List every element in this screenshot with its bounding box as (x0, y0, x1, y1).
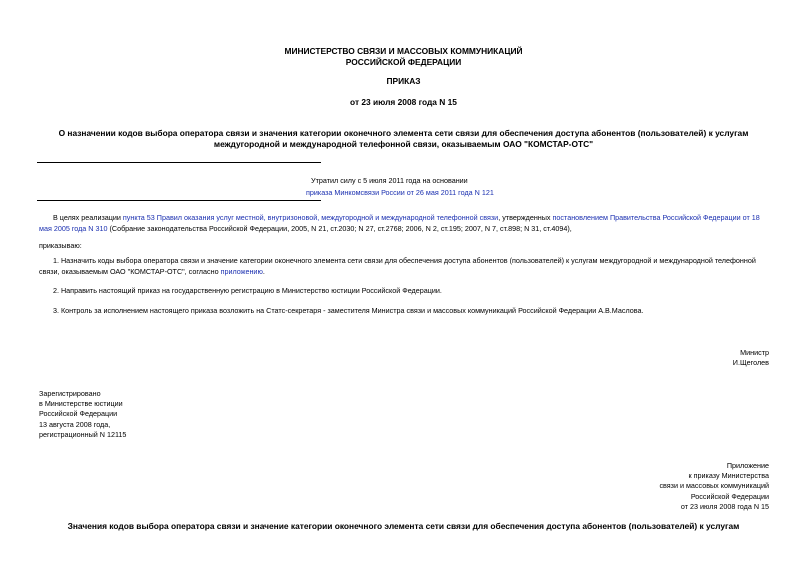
preamble-text-3: (Собрание законодательства Российской Федерации, 2005, N 21, ст.2030; N 27, ст.2768; 2006, N 2, ст.195; 2007, N 7, ст.898; N 31, ст.4094), (107, 224, 572, 234)
status-note-text: Утратил силу с 5 июля 2011 года на основании (311, 176, 468, 185)
appendix-link[interactable]: приложению (220, 267, 263, 277)
item-1-end: . (262, 267, 265, 277)
ministry-header (0, 46, 807, 68)
appendix-block (659, 461, 769, 512)
order-item-3: 3. Контроль за исполнением настоящего приказа возложить на Статс-секретаря - заместителя Министра связи и массовых коммуникаций Российской Федерации А.В.Маслова. (53, 306, 644, 315)
document-type: ПРИКАЗ (386, 76, 421, 86)
registration-line-5: регистрационный N 12115 (39, 429, 127, 439)
appendix-line-1: Приложение (726, 461, 769, 470)
order-word: приказываю: (39, 241, 82, 250)
ministry-line-1: МИНИСТЕРСТВО СВЯЗИ И МАССОВЫХ КОММУНИКАЦИЙ (284, 46, 523, 56)
appendix-line-4: Российской Федерации (690, 491, 769, 501)
registration-block (39, 389, 126, 440)
preamble-text-2: , утвержденных (498, 213, 553, 222)
order-item-2: 2. Направить настоящий приказ на государственную регистрацию в Министерство юстиции Российской Федерации. (53, 286, 442, 295)
signature-name: И.Щеголев (732, 357, 769, 367)
signature-position: Министр (740, 348, 769, 357)
registration-line-2: в Министерстве юстиции (39, 399, 123, 409)
registration-line-4: 13 августа 2008 года, (39, 419, 111, 429)
preamble (39, 212, 770, 234)
government-resolution-link[interactable]: постановлением Правительства Российской Федерации от 18 мая 2005 года N 310 (39, 213, 760, 234)
preamble-text-1: В целях реализации (53, 213, 123, 222)
document-title (30, 128, 777, 150)
appendix-heading: Значения кодов выбора оператора связи и значение категории оконечного элемента сети связи для обеспечения доступа абонентов (пользователей) к услугам (67, 521, 740, 531)
signature-block (733, 348, 769, 367)
appendix-line-3: связи и массовых коммуникаций (659, 481, 769, 491)
title-line-2: междугородной и международной телефонной связи, оказываемым ОАО "КОМСТАР-ОТС" (213, 138, 594, 149)
ministry-line-2: РОССИЙСКОЙ ФЕДЕРАЦИИ (345, 56, 462, 67)
divider-bottom (37, 200, 321, 201)
item-1-text: 1. Назначить коды выбора оператора связи и значение категории оконечного элемента сети связи для обеспечения доступа абонентов (пользователей) к услугам междугородной и международной телефонной связи, оказываемым ОАО "КОМСТАР-ОТС", согласно (39, 256, 756, 277)
rules-point-53-link[interactable]: пункта 53 Правил оказания услуг местной, внутризоновой, междугородной и международной телефонной связи (122, 213, 499, 222)
registration-line-1: Зарегистрировано (39, 389, 101, 398)
appendix-line-2: к приказу Министерства (688, 471, 769, 481)
document-date-number: от 23 июля 2008 года N 15 (350, 97, 457, 107)
status-note (37, 176, 737, 197)
status-note-link[interactable]: приказа Минкомсвязи России от 26 мая 2011 года N 121 (306, 187, 494, 197)
appendix-line-5: от 23 июля 2008 года N 15 (680, 501, 769, 511)
title-line-1: О назначении кодов выбора оператора связи и значения категории оконечного элемента сети связи для обеспечения доступа абонентов (пользователей) к услугам (58, 128, 749, 138)
order-item-1 (39, 255, 770, 277)
registration-line-3: Российской Федерации (39, 409, 118, 419)
divider-top (37, 162, 321, 163)
